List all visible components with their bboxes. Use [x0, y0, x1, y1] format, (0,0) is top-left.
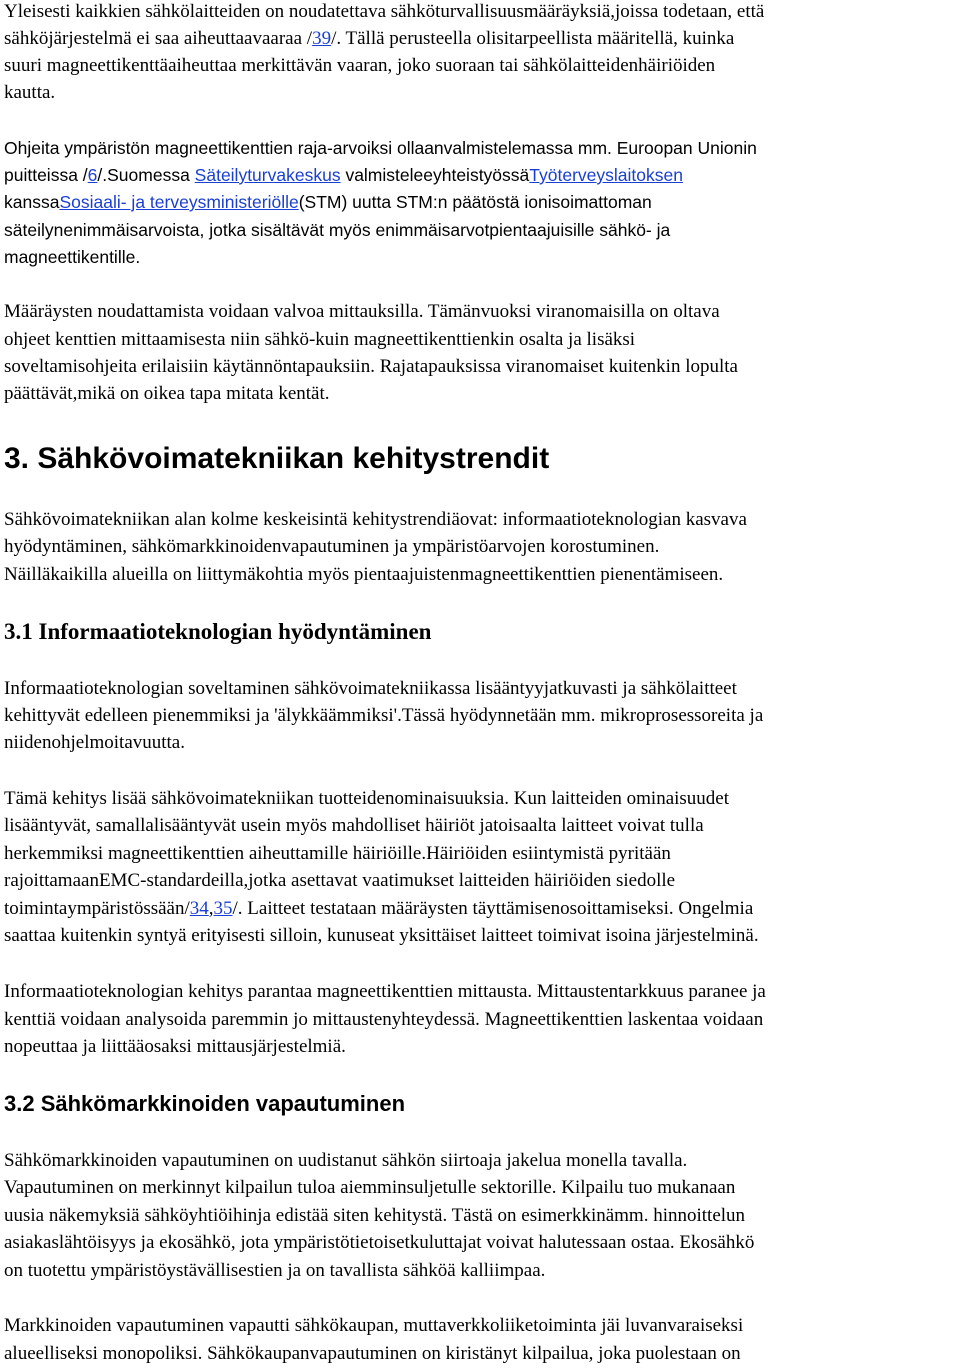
paragraph-line: Näilläkaikilla alueilla on liittymäkohtia myös pientaajuistenmagneettikenttien pienentämiseen.: [4, 564, 724, 585]
paragraph-line: soveltamisohjeita erilaisiin käytännöntapauksiin. Rajatapauksissa viranomaiset kuitenkin lopulta: [4, 356, 738, 377]
paragraph-line: kenttiä voidaan analysoida paremmin jo mittaustenyhteydessä. Magneettikenttien laskentaa voidaan: [4, 1009, 764, 1030]
paragraph-line: herkemmiksi magneettikenttien aiheuttamille häiriöille.Häiriöiden esiintymistä pyritään: [4, 843, 671, 864]
text: /. Tällä perusteella olisitarpeellista määritellä, kuinka: [331, 28, 735, 49]
paragraph-line: uusia näkemyksiä sähköyhtiöihinja edistää siten kehitystä. Tästä on esimerkkinämm. hinnoittelun: [4, 1205, 746, 1226]
text: sähköjärjestelmä ei saa aiheuttaavaaraa /: [4, 28, 313, 49]
link-tyoterveyslaitos[interactable]: Työterveyslaitoksen: [529, 165, 683, 185]
text: (STM) uutta STM:n päätöstä ionisoimattoman: [298, 192, 652, 212]
paragraph-line: Informaatioteknologian kehitys parantaa magneettikenttien mittausta. Mittaustentarkkuus paranee ja: [4, 981, 766, 1002]
paragraph-line: magneettikentille.: [4, 247, 141, 267]
paragraph-line: Sähkömarkkinoiden vapautuminen on uudistanut sähkön siirtoaja jakelua monella tavalla.: [4, 1150, 688, 1171]
paragraph-line: [4, 27, 734, 51]
paragraph-line: Informaatioteknologian soveltaminen sähkövoimatekniikassa lisääntyyjatkuvasti ja sähkölaitteet: [4, 678, 737, 699]
paragraph-line: on tuotettu ympäristöystävällisestien ja on tavallista sähköä kalliimpaa.: [4, 1260, 546, 1281]
paragraph-line: [4, 897, 753, 921]
text: kanssa: [4, 192, 60, 212]
paragraph-line: asiakaslähtöisyys ja ekosähkö, jota ympäristötietoisetkuluttajat voivat halutessaan ostaa. Ekosähkö: [4, 1232, 755, 1253]
text: /. Laitteet testataan määräysten täyttämisenosoittamiseksi. Ongelmia: [232, 898, 754, 919]
paragraph-line: rajoittamaanEMC-standardeilla,jotka asettavat vaatimukset laitteiden häiriöiden siedolle: [4, 870, 676, 891]
paragraph-line: suuri magneettikenttäaiheuttaa merkittävän vaaran, joko suoraan tai sähkölaitteidenhäiriöiden: [4, 55, 716, 76]
paragraph-line: Määräysten noudattamista voidaan valvoa mittauksilla. Tämänvuoksi viranomaisilla on oltava: [4, 301, 720, 322]
paragraph-line: Markkinoiden vapautuminen vapautti sähkökaupan, muttaverkkoliiketoiminta jäi luvanvaraiseksi: [4, 1315, 744, 1336]
section-heading: 3. Sähkövoimatekniikan kehitystrendit: [4, 442, 550, 475]
paragraph-line: alueelliseksi monopoliksi. Sähkökaupanvapautuminen on kiristänyt kilpailua, joka puolestaan on: [4, 1343, 741, 1364]
paragraph-line: Sähkövoimatekniikan alan kolme keskeisintä kehitystrendiäovat: informaatioteknologian kasvava: [4, 509, 747, 530]
paragraph-line: Vapautuminen on merkinnyt kilpailun tuloa aiemminsuljetulle sektorille. Kilpailu tuo mukanaan: [4, 1177, 736, 1198]
text: Ohjeita ympäristön magneettikenttien raja-arvoiksi ollaanvalmistelemassa mm. Euroopan Unionin: [4, 138, 757, 158]
paragraph-line: kehittyvät edelleen pienemmiksi ja 'älykkäämmiksi'.Tässä hyödynnetään mm. mikroprosessoreita ja: [4, 705, 764, 726]
reference-link-6[interactable]: 6: [87, 165, 98, 185]
reference-link-34[interactable]: 34: [189, 898, 209, 919]
paragraph-line: säteilynenimmäisarvoista, jotka sisältävät myös enimmäisarvotpientaajuisille sähkö- ja: [4, 220, 671, 240]
paragraph-line: niidenohjelmoitavuutta.: [4, 732, 185, 753]
paragraph-line: nopeuttaa ja liittääosaksi mittausjärjestelmiä.: [4, 1036, 346, 1057]
subsection-heading: 3.1 Informaatioteknologian hyödyntäminen: [4, 619, 432, 644]
paragraph-line: [4, 190, 652, 214]
paragraph-line: Tämä kehitys lisää sähkövoimatekniikan tuotteidenominaisuuksia. Kun laitteiden ominaisuudet: [4, 788, 730, 809]
paragraph-line: ohjeet kenttien mittaamisesta niin sähkö-kuin magneettikenttienkin osalta ja lisäksi: [4, 329, 636, 350]
paragraph-line: [4, 136, 757, 160]
paragraph-line: [4, 163, 683, 187]
text: toimintaympäristössään/: [4, 898, 190, 919]
paragraph-line: hyödyntäminen, sähkömarkkinoidenvapautuminen ja ympäristöarvojen korostuminen.: [4, 536, 660, 557]
reference-link-39[interactable]: 39: [312, 28, 332, 49]
paragraph-line: Yleisesti kaikkien sähkölaitteiden on noudatettava sähköturvallisuusmääräyksiä,joissa todetaan, että: [4, 1, 765, 22]
paragraph-line: lisääntyvät, samallalisääntyvät usein myös mahdolliset häiriöt jatoisaalta laitteet voivat tulla: [4, 815, 704, 836]
paragraph-line: saattaa kuitenkin syntyä erityisesti silloin, kunuseat yksittäiset laitteet toimivat isoina järjestelminä.: [4, 925, 759, 946]
paragraph-line: kautta.: [4, 82, 56, 103]
text: ,: [208, 898, 214, 919]
reference-link-35[interactable]: 35: [213, 898, 233, 919]
link-sosiaali-ja-terveysministerio[interactable]: Sosiaali- ja terveysministeriölle: [59, 192, 299, 212]
text: valmisteleeyhteistyössä: [340, 165, 530, 185]
text: puitteissa /: [4, 165, 88, 185]
link-sateilyturvakeskus[interactable]: Säteilyturvakeskus: [194, 165, 341, 185]
subsection-heading: 3.2 Sähkömarkkinoiden vapautuminen: [4, 1091, 406, 1116]
paragraph-line: päättävät,mikä on oikea tapa mitata kentät.: [4, 383, 330, 404]
text: /.Suomessa: [97, 165, 195, 185]
